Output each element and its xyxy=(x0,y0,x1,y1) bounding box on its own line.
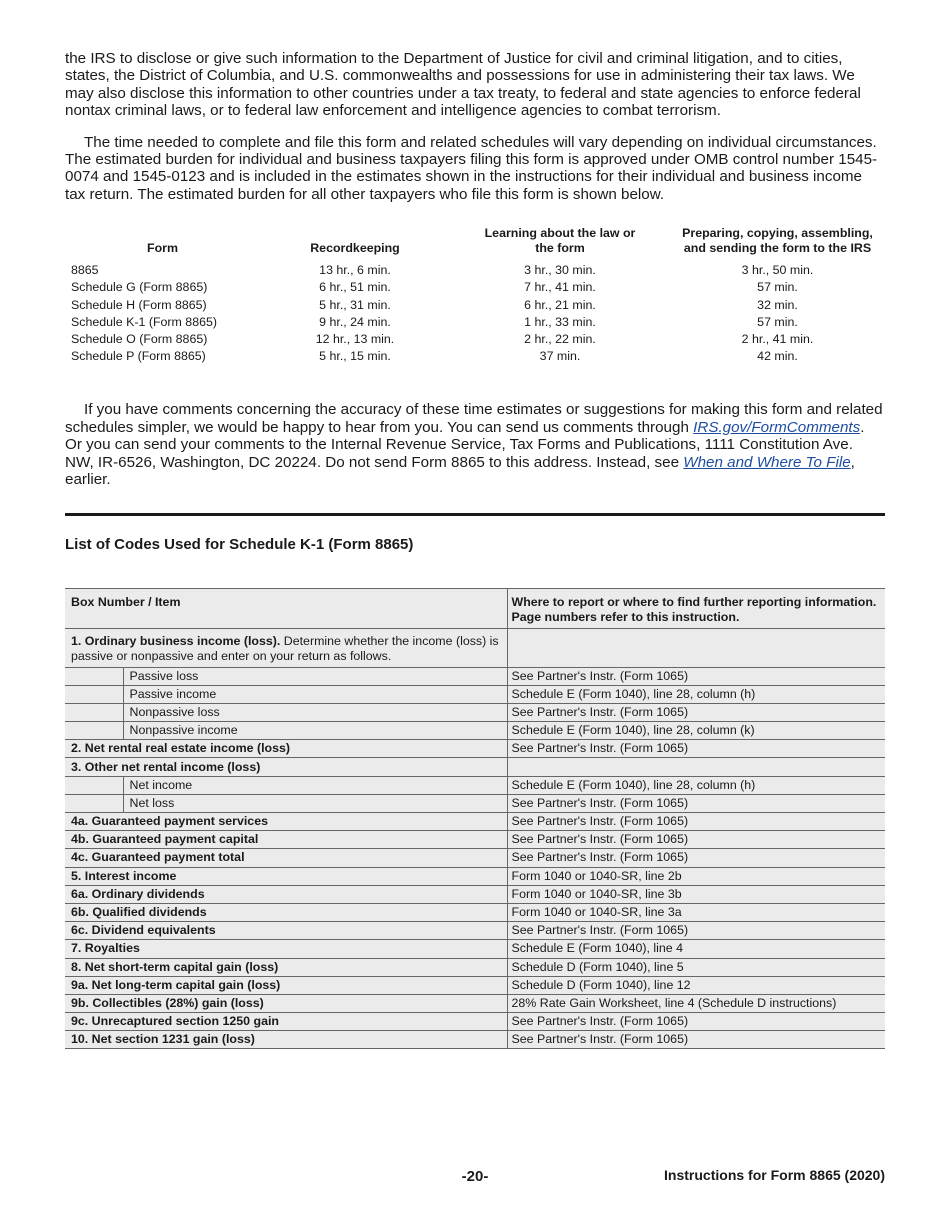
burden-row xyxy=(65,279,885,296)
codes-row xyxy=(65,813,885,831)
cell-recordkeeping: 5 hr., 31 min. xyxy=(319,297,391,312)
box-item-where: See Partner's Instr. (Form 1065) xyxy=(507,813,885,831)
box-item: 9c. Unrecaptured section 1250 gain xyxy=(65,1013,507,1031)
box-item: 2. Net rental real estate income (loss) xyxy=(65,740,507,758)
codes-row-1-sub xyxy=(65,685,885,703)
cell-form: Schedule K-1 (Form 8865) xyxy=(71,314,218,329)
when-where-to-file-link[interactable]: When and Where To File xyxy=(683,453,851,471)
cell-form: Schedule G (Form 8865) xyxy=(71,280,208,295)
box-item: 4b. Guaranteed payment capital xyxy=(65,831,507,849)
box-item: 9a. Net long-term capital gain (loss) xyxy=(65,976,507,994)
box-item-where: Form 1040 or 1040-SR, line 2b xyxy=(507,867,885,885)
cell-preparing: 57 min. xyxy=(757,280,798,295)
burden-row xyxy=(65,331,885,348)
cell-form: 8865 xyxy=(71,263,99,278)
cell-recordkeeping: 9 hr., 24 min. xyxy=(319,314,391,329)
paragraph-disclosure: the IRS to disclose or give such information to the Department of Justice for civil and criminal litigation, and to cities, states, the District of Columbia, and U.S. commonwealths and possessions for use in administering their tax laws. We may also disclose this information to other countries under a tax treaty, to federal and state agencies to enforce federal nontax criminal laws, or to federal law enforcement and intelligence agencies to combat terrorism. xyxy=(65,50,861,120)
box-item: 6c. Dividend equivalents xyxy=(65,922,507,940)
codes-row xyxy=(65,885,885,903)
codes-row-1-item xyxy=(65,628,507,667)
cell-learning: 37 min. xyxy=(539,349,581,364)
box-item-where: Schedule D (Form 1040), line 5 xyxy=(507,958,885,976)
header-recordkeeping: Recordkeeping xyxy=(310,241,400,256)
sub-item-where: See Partner's Instr. (Form 1065) xyxy=(507,703,885,721)
indent-cell xyxy=(65,794,123,812)
footer-doc-title: Instructions for Form 8865 (2020) xyxy=(664,1167,885,1183)
sub-item-where: Schedule E (Form 1040), line 28, column (h) xyxy=(507,776,885,794)
codes-row xyxy=(65,1013,885,1031)
codes-row xyxy=(65,1031,885,1049)
section-divider xyxy=(65,513,885,516)
cell-recordkeeping: 6 hr., 51 min. xyxy=(319,280,391,295)
codes-row-1-rest: Determine whether the income (loss) is passive or nonpassive and enter on your return as follows. xyxy=(71,633,499,663)
codes-row xyxy=(65,922,885,940)
indent-cell xyxy=(65,703,123,721)
codes-row xyxy=(65,903,885,921)
codes-row xyxy=(65,994,885,1012)
burden-row xyxy=(65,314,885,331)
sub-item: Nonpassive income xyxy=(123,722,507,740)
codes-row-1-sub xyxy=(65,703,885,721)
header-learning xyxy=(450,226,670,262)
box-item-where: See Partner's Instr. (Form 1065) xyxy=(507,740,885,758)
cell-form: Schedule O (Form 8865) xyxy=(71,332,208,347)
burden-row xyxy=(65,297,885,314)
sub-item: Passive loss xyxy=(123,667,507,685)
codes-row xyxy=(65,958,885,976)
cell-recordkeeping: 12 hr., 13 min. xyxy=(315,332,395,347)
codes-row xyxy=(65,867,885,885)
sub-item: Nonpassive loss xyxy=(123,703,507,721)
box-item-where xyxy=(507,758,885,776)
indent-cell xyxy=(65,685,123,703)
cell-preparing: 2 hr., 41 min. xyxy=(741,332,814,347)
codes-row-3-sub xyxy=(65,794,885,812)
box-item-where: 28% Rate Gain Worksheet, line 4 (Schedule D instructions) xyxy=(507,994,885,1012)
paragraph-time-burden: The time needed to complete and file this form and related schedules will vary depending on individual circumstances. The estimated burden for individual and business taxpayers filing this form is approved under OMB control number 1545-0074 and 1545-0123 and is included in the estimates shown in the instructions for their individual and business income tax return. The estimated burden for all other taxpayers who file this form is shown below. xyxy=(65,133,878,203)
header-form: Form xyxy=(147,241,178,256)
burden-table-header xyxy=(65,226,885,262)
sub-item-where: Schedule E (Form 1040), line 28, column (k) xyxy=(507,722,885,740)
cell-learning: 2 hr., 22 min. xyxy=(524,332,596,347)
indent-cell xyxy=(65,667,123,685)
codes-row-3 xyxy=(65,758,885,776)
codes-row xyxy=(65,940,885,958)
section-title: List of Codes Used for Schedule K-1 (Form 8865) xyxy=(65,535,414,553)
sub-item: Net loss xyxy=(123,794,507,812)
codes-row-3-sub xyxy=(65,776,885,794)
box-item-where: See Partner's Instr. (Form 1065) xyxy=(507,1013,885,1031)
codes-row-1-bold: 1. Ordinary business income (loss). xyxy=(71,633,281,648)
comments-text-a: If you have comments concerning the accuracy of these time estimates or suggestions for making this form and related schedules simpler, we would be happy to hear from you. You can send us comments through xyxy=(65,401,883,436)
codes-table xyxy=(65,588,885,1050)
codes-row-1-sub xyxy=(65,722,885,740)
box-item-where: See Partner's Instr. (Form 1065) xyxy=(507,831,885,849)
cell-learning: 1 hr., 33 min. xyxy=(524,314,596,329)
burden-row xyxy=(65,262,885,279)
paragraph-comments xyxy=(65,401,885,488)
box-item: 8. Net short-term capital gain (loss) xyxy=(65,958,507,976)
box-item-where: Schedule E (Form 1040), line 4 xyxy=(507,940,885,958)
header-box-number: Box Number / Item xyxy=(65,588,507,628)
cell-form: Schedule P (Form 8865) xyxy=(71,349,206,364)
header-where-to-report: Where to report or where to find further reporting information. Page numbers refer to this instruction. xyxy=(507,588,885,628)
codes-row xyxy=(65,849,885,867)
box-item: 7. Royalties xyxy=(65,940,507,958)
cell-learning: 7 hr., 41 min. xyxy=(524,280,596,295)
box-item-where: Schedule D (Form 1040), line 12 xyxy=(507,976,885,994)
box-item-where: See Partner's Instr. (Form 1065) xyxy=(507,849,885,867)
cell-preparing: 32 min. xyxy=(757,297,798,312)
sub-item: Passive income xyxy=(123,685,507,703)
document-page xyxy=(65,50,885,1049)
header-preparing-text: Preparing, copying, assembling, and sending the form to the IRS xyxy=(682,226,873,256)
codes-row-2 xyxy=(65,740,885,758)
burden-table xyxy=(65,226,885,365)
box-item: 4a. Guaranteed payment services xyxy=(65,813,507,831)
box-item: 3. Other net rental income (loss) xyxy=(65,758,507,776)
cell-preparing: 3 hr., 50 min. xyxy=(741,263,814,278)
box-item-where: See Partner's Instr. (Form 1065) xyxy=(507,922,885,940)
box-item: 10. Net section 1231 gain (loss) xyxy=(65,1031,507,1049)
codes-row-1-where xyxy=(507,628,885,667)
header-preparing xyxy=(670,226,885,262)
comments-text-b: . Or you can send your comments to the Internal Revenue Service, Tax Forms and Publications, 1111 Constitution Ave. NW, IR-6526, Washington, DC 20224. Do not send Form 8865 to this address. Instead, see xyxy=(65,418,865,471)
sub-item-where: See Partner's Instr. (Form 1065) xyxy=(507,667,885,685)
irs-formcomments-link[interactable]: IRS.gov/FormComments xyxy=(693,418,861,436)
cell-learning: 3 hr., 30 min. xyxy=(524,263,596,278)
box-item: 4c. Guaranteed payment total xyxy=(65,849,507,867)
cell-recordkeeping: 5 hr., 15 min. xyxy=(319,349,391,364)
codes-row-1-sub xyxy=(65,667,885,685)
codes-row-1 xyxy=(65,628,885,667)
box-item: 6a. Ordinary dividends xyxy=(65,885,507,903)
box-item: 5. Interest income xyxy=(65,867,507,885)
cell-form: Schedule H (Form 8865) xyxy=(71,297,207,312)
box-item-where: Form 1040 or 1040-SR, line 3a xyxy=(507,903,885,921)
box-item-where: Form 1040 or 1040-SR, line 3b xyxy=(507,885,885,903)
cell-learning: 6 hr., 21 min. xyxy=(524,297,596,312)
indent-cell xyxy=(65,776,123,794)
comments-text-c: , earlier. xyxy=(65,453,855,489)
box-item: 6b. Qualified dividends xyxy=(65,903,507,921)
codes-row xyxy=(65,976,885,994)
sub-item-where: Schedule E (Form 1040), line 28, column (h) xyxy=(507,685,885,703)
box-item-where: See Partner's Instr. (Form 1065) xyxy=(511,1032,689,1047)
box-item: 9b. Collectibles (28%) gain (loss) xyxy=(65,994,507,1012)
cell-preparing: 57 min. xyxy=(757,314,798,329)
page-number: -20- xyxy=(461,1168,489,1185)
codes-table-header xyxy=(65,588,885,628)
codes-row xyxy=(65,831,885,849)
header-learning-text: Learning about the law or the form xyxy=(484,226,636,256)
sub-item: Net income xyxy=(123,776,507,794)
burden-row xyxy=(65,348,885,365)
indent-cell xyxy=(65,722,123,740)
cell-preparing: 42 min. xyxy=(757,349,798,364)
sub-item-where: See Partner's Instr. (Form 1065) xyxy=(507,794,885,812)
cell-recordkeeping: 13 hr., 6 min. xyxy=(319,263,391,278)
